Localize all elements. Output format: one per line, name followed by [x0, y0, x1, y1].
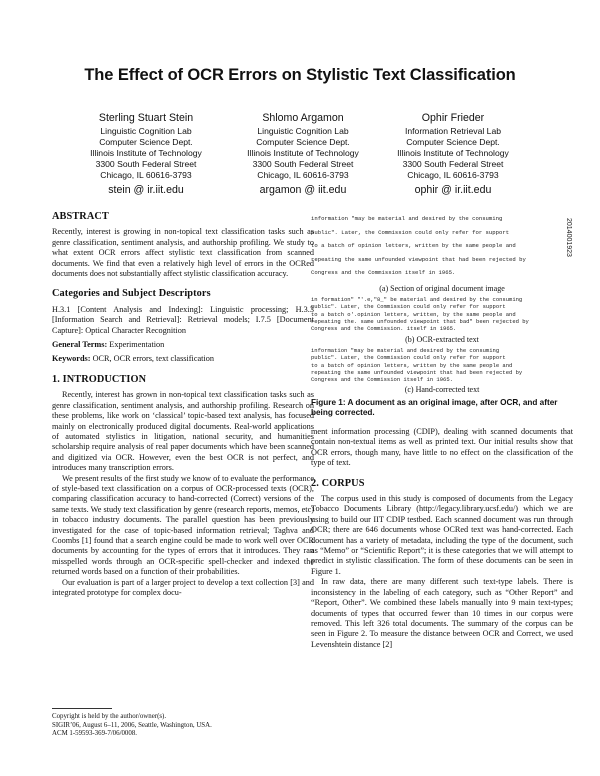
- author-name: Shlomo Argamon: [262, 112, 344, 124]
- copyright-notice: [52, 708, 314, 739]
- author-street: 3300 South Federal Street: [252, 159, 354, 169]
- hand-corrected-text: information "may be material and desired by the consuming public". Later, the Commission could only refer for support to a batch of opinion letters, written by the same people and repeating the same unfounded viewpoint that had been rejected by Congress and the Commission itself in 1965.: [311, 347, 523, 384]
- author-lab: Linguistic Cognition Lab: [100, 126, 192, 136]
- categories-text: H.3.1 [Content Analysis and Indexing]: Linguistic processing; H.3.3 [Information Search and Retrieval]: Retrieval models; I.7.5 [Document Capture]: Optical Character Recognition: [52, 304, 314, 335]
- author-city: Chicago, IL 60616-3793: [257, 170, 349, 180]
- author-inst: Illinois Institute of Technology: [397, 148, 509, 158]
- scan-line: repeating the same unfounded viewpoint that had been rejected by: [311, 255, 526, 263]
- abstract-heading: ABSTRACT: [52, 211, 109, 222]
- author-city: Chicago, IL 60616-3793: [407, 170, 499, 180]
- bates-stamp: 2014001923: [565, 218, 572, 257]
- author-dept: Computer Science Dept.: [256, 137, 350, 147]
- figure-1: [311, 212, 573, 467]
- author-name: Sterling Stuart Stein: [98, 112, 194, 124]
- conference-line: SIGIR’06, August 6–11, 2006, Seattle, Washington, USA.: [52, 721, 212, 729]
- copyright-line: Copyright is held by the author/owner(s).: [52, 713, 167, 720]
- author-block-3: [363, 112, 543, 196]
- keywords: [52, 354, 314, 364]
- general-terms-label: General Terms:: [52, 340, 108, 350]
- general-terms: [52, 340, 314, 350]
- scan-line: public". Later, the Commission could only refer for support: [311, 228, 510, 236]
- author-street: 3300 South Federal Street: [402, 159, 504, 169]
- author-dept: Computer Science Dept.: [99, 137, 193, 147]
- subcaption-a: (a) Section of original document image: [379, 284, 505, 293]
- author-inst: Illinois Institute of Technology: [247, 148, 359, 158]
- scan-line: Congress and the Commission itself in 1965.: [311, 269, 456, 276]
- scan-line: to a batch of opinion letters, written by the same people and: [311, 242, 516, 249]
- subcaption-b: (b) OCR-extracted text: [405, 335, 479, 344]
- author-street: 3300 South Federal Street: [95, 159, 197, 169]
- intro-paragraph-2: We present results of the first study we know of to evaluate the performance of style-based text classification on a corpus of OCR-processed texts (OCR), comparing classification accuracy to hand-corrected (Correct) versions of the same texts. We study text classification by genre (research reports, memos, etc) in tobacco industry documents. The parallel question has been previously investigated for the case of topic-based information retrieval; Taghva and Coombs [1] found that a search engine could be made to work well over OCR documents by accounting for the types of errors that it introduces. They ran misspelled words through an OCR-specific spell-checker and indexed the returned words based on a function of their probabilities.: [52, 473, 314, 577]
- author-dept: Computer Science Dept.: [406, 137, 500, 147]
- keywords-value: OCR, OCR errors, text classification: [92, 354, 215, 364]
- author-lab: Information Retrieval Lab: [404, 126, 501, 136]
- author-email: stein @ ir.iit.edu: [108, 184, 184, 196]
- author-name: Ophir Frieder: [421, 112, 485, 124]
- acm-line: ACM 1-59593-369-7/06/0008.: [52, 730, 137, 737]
- left-column: [52, 212, 314, 598]
- corpus-heading: 2. CORPUS: [311, 477, 365, 489]
- right-column: [311, 212, 573, 650]
- figure-caption: Figure 1: A document as an original image, after OCR, and after being corrected.: [311, 398, 558, 417]
- general-terms-value: Experimentation: [109, 340, 165, 350]
- scanned-document-image: [311, 212, 573, 280]
- footnote-rule: [52, 708, 112, 709]
- intro-paragraph-1: Recently, interest has grown in non-topical text classification tasks such as genre classification, sentiment analysis, and authorship profiling. Research on these problems, like work on ‘classical’ topic-based text analysis, has focused mainly on electronically produced digital documents. Real-world applications of automated stylistics in litigation, national security, and humanities scholarship require analysis of real paper documents which have been scanned and digitized via OCR. However, even the best OCR is not perfect, and introduces many transcription errors.: [52, 390, 314, 473]
- author-city: Chicago, IL 60616-3793: [100, 170, 192, 180]
- scan-line: information "may be material and desired by the consuming: [311, 215, 503, 222]
- intro-continued: ment information processing (CDIP), dealing with scanned documents that contain non-textual items as well as printed text. Our initial results show that OCR errors, though many, have little to no effect on the classification of the type of text.: [311, 427, 573, 468]
- author-email: ophir @ ir.iit.edu: [414, 184, 492, 196]
- intro-heading: 1. INTRODUCTION: [52, 373, 147, 385]
- subcaption-c: (c) Hand-corrected text: [404, 385, 480, 394]
- categories-heading: Categories and Subject Descriptors: [52, 288, 211, 300]
- keywords-label: Keywords:: [52, 354, 91, 364]
- author-email: argamon @ iit.edu: [259, 184, 347, 196]
- author-lab: Linguistic Cognition Lab: [257, 126, 349, 136]
- ocr-extracted-text: in formation" "'.e,"8_" be material and desired by the consuming public". Later, the Commission could only refer for support to a batch o'.opinion letters, written, by the same people and repeating the. same unfounded viewpoint that bad" been rejected by Congress and the Commission. itself in 1965.: [311, 296, 529, 333]
- corpus-paragraph-1: The corpus used in this study is composed of documents from the Legacy Tobacco Documents Library (http://legacy.library.ucsf.edu/) which we are using to build our IIT CDIP testbed. Each scanned document was run through OCR; there are 646 documents whose OCRed text was hand-corrected. Each document has a variety of metadata, including the type of the document, such as “Memo” or “Scientific Report”; it is these categories that we will attempt to predict in stylistic classification. The form of these documents can be seen in Figure 1.: [311, 494, 573, 576]
- author-inst: Illinois Institute of Technology: [90, 148, 202, 158]
- corpus-paragraph-2: In raw data, there are many different such text-type labels. There is inconsistency in the labeling of each category, such as “Other Report” and “Report, Other”. We combined these labels manually into 9 main text-types; documents of types that occurred fewer than 10 times in our corpus were removed. This left 326 total documents. The summary of the corpus can be seen in Figure 2. To measure the distance between OCR and Correct, we used Levenshtein distance [2]: [311, 577, 573, 649]
- paper-title: The Effect of OCR Errors on Stylistic Text Classification: [84, 66, 516, 84]
- abstract-text: Recently, interest is growing in non-topical text classification tasks such as genre classification, sentiment analysis, and authorship profiling. We study to what extent OCR errors affect stylistic text classification from scanned documents. We find that even a relatively high level of errors in the OCRed documents does not substantially affect stylistic classification accuracy.: [52, 227, 314, 279]
- intro-paragraph-3: Our evaluation is part of a larger project to develop a text collection [3] and integrated prototype for complex docu-: [52, 577, 314, 597]
- author-block-1: [56, 112, 236, 196]
